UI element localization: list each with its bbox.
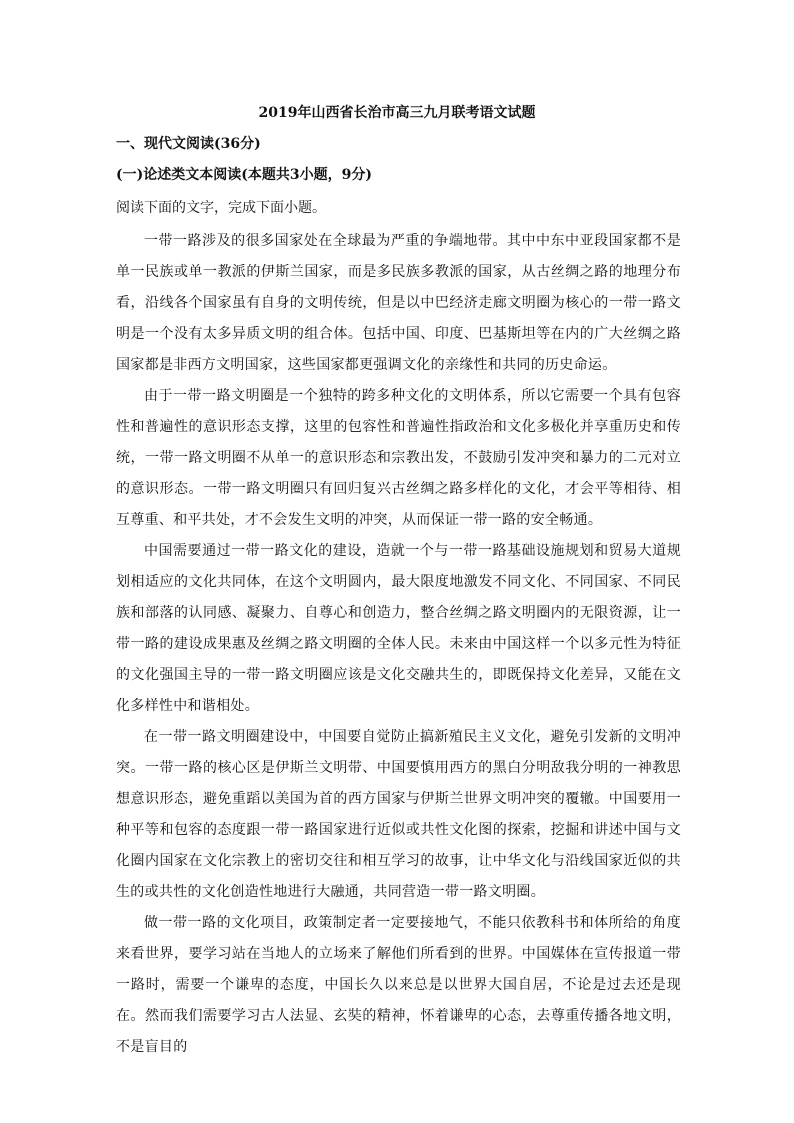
- article-body: [116, 226, 681, 1063]
- paragraph: 由于一带一路文明圈是一个独特的跨多种文化的文明体系，所以它需要一个具有包容性和普遍性的意识形态支撑，这里的包容性和普遍性指政治和文化多极化并享重历史和传统，一带一路文明圈不从单一的意识形态和宗教出发，不鼓励引发冲突和暴力的二元对立的意识形态。一带一路文明圈只有回归复兴古丝绸之路多样化的文化，才会平等相待、相互尊重、和平共处，才不会发生文明的冲突，从而保证一带一路的安全畅通。: [116, 388, 681, 528]
- instruction-text: 阅读下面的文字，完成下面小题。: [116, 200, 326, 216]
- paragraph: 做一带一路的文化项目，政策制定者一定要接地气，不能只依教科书和体所给的角度来看世界，要学习站在当地人的立场来了解他们所看到的世界。中国媒体在宣传报道一带一路时，需要一个谦卑的态度，中国长久以来总是以世界大国自居，不论是过去还是现在。然而我们需要学习古人法显、玄奘的精神，怀着谦卑的心态，去尊重传播各地文明，不是盲目的: [116, 915, 681, 1055]
- paragraph: 一带一路涉及的很多国家处在全球最为严重的争端地带。其中中东中亚段国家都不是单一民族或单一教派的伊斯兰国家，而是多民族多教派的国家，从古丝绸之路的地理分布看，沿线各个国家虽有自身的文明传统，但是以中巴经济走廊文明圈为核心的一带一路文明是一个没有太多异质文明的组合体。包括中国、印度、巴基斯坦等在内的广大丝绸之路国家都是非西方文明国家，这些国家都更强调文化的亲缘性和共同的历史命运。: [116, 233, 681, 373]
- document-title: 2019年山西省长治市高三九月联考语文试题: [258, 105, 536, 121]
- section-heading: 一、现代文阅读(36分): [116, 136, 261, 152]
- paragraph: 中国需要通过一带一路文化的建设，造就一个与一带一路基础设施规划和贸易大道规划相适应的文化共同体，在这个文明圆内，最大限度地激发不同文化、不同国家、不同民族和部落的认同感、凝聚力、自尊心和创造力，整合丝绸之路文明圈内的无限资源，让一带一路的建设成果惠及丝绸之路文明圈的全体人民。未来由中国这样一个以多元性为特征的文化强国主导的一带一路文明圈应该是文化交融共生的，即既保持文化差异，又能在文化多样性中和谐相处。: [116, 543, 681, 714]
- subsection-heading: (一)论述类文本阅读(本题共3小题，9分): [116, 167, 372, 183]
- paragraph: 在一带一路文明圈建设中，中国要自觉防止搞新殖民主义文化，避免引发新的文明冲突。一带一路的核心区是伊斯兰文明带、中国要慎用西方的黑白分明敌我分明的一神教思想意识形态，避免重蹈以美国为首的西方国家与伊斯兰世界文明冲突的覆辙。中国要用一种平等和包容的态度跟一带一路国家进行近似或共性文化图的探索，挖掘和讲述中国与文化圈内国家在文化宗教上的密切交往和相互学习的故事，让中华文化与沿线国家近似的共生的或共性的文化创造性地进行大融通，共同营造一带一路文明圈。: [116, 729, 681, 900]
